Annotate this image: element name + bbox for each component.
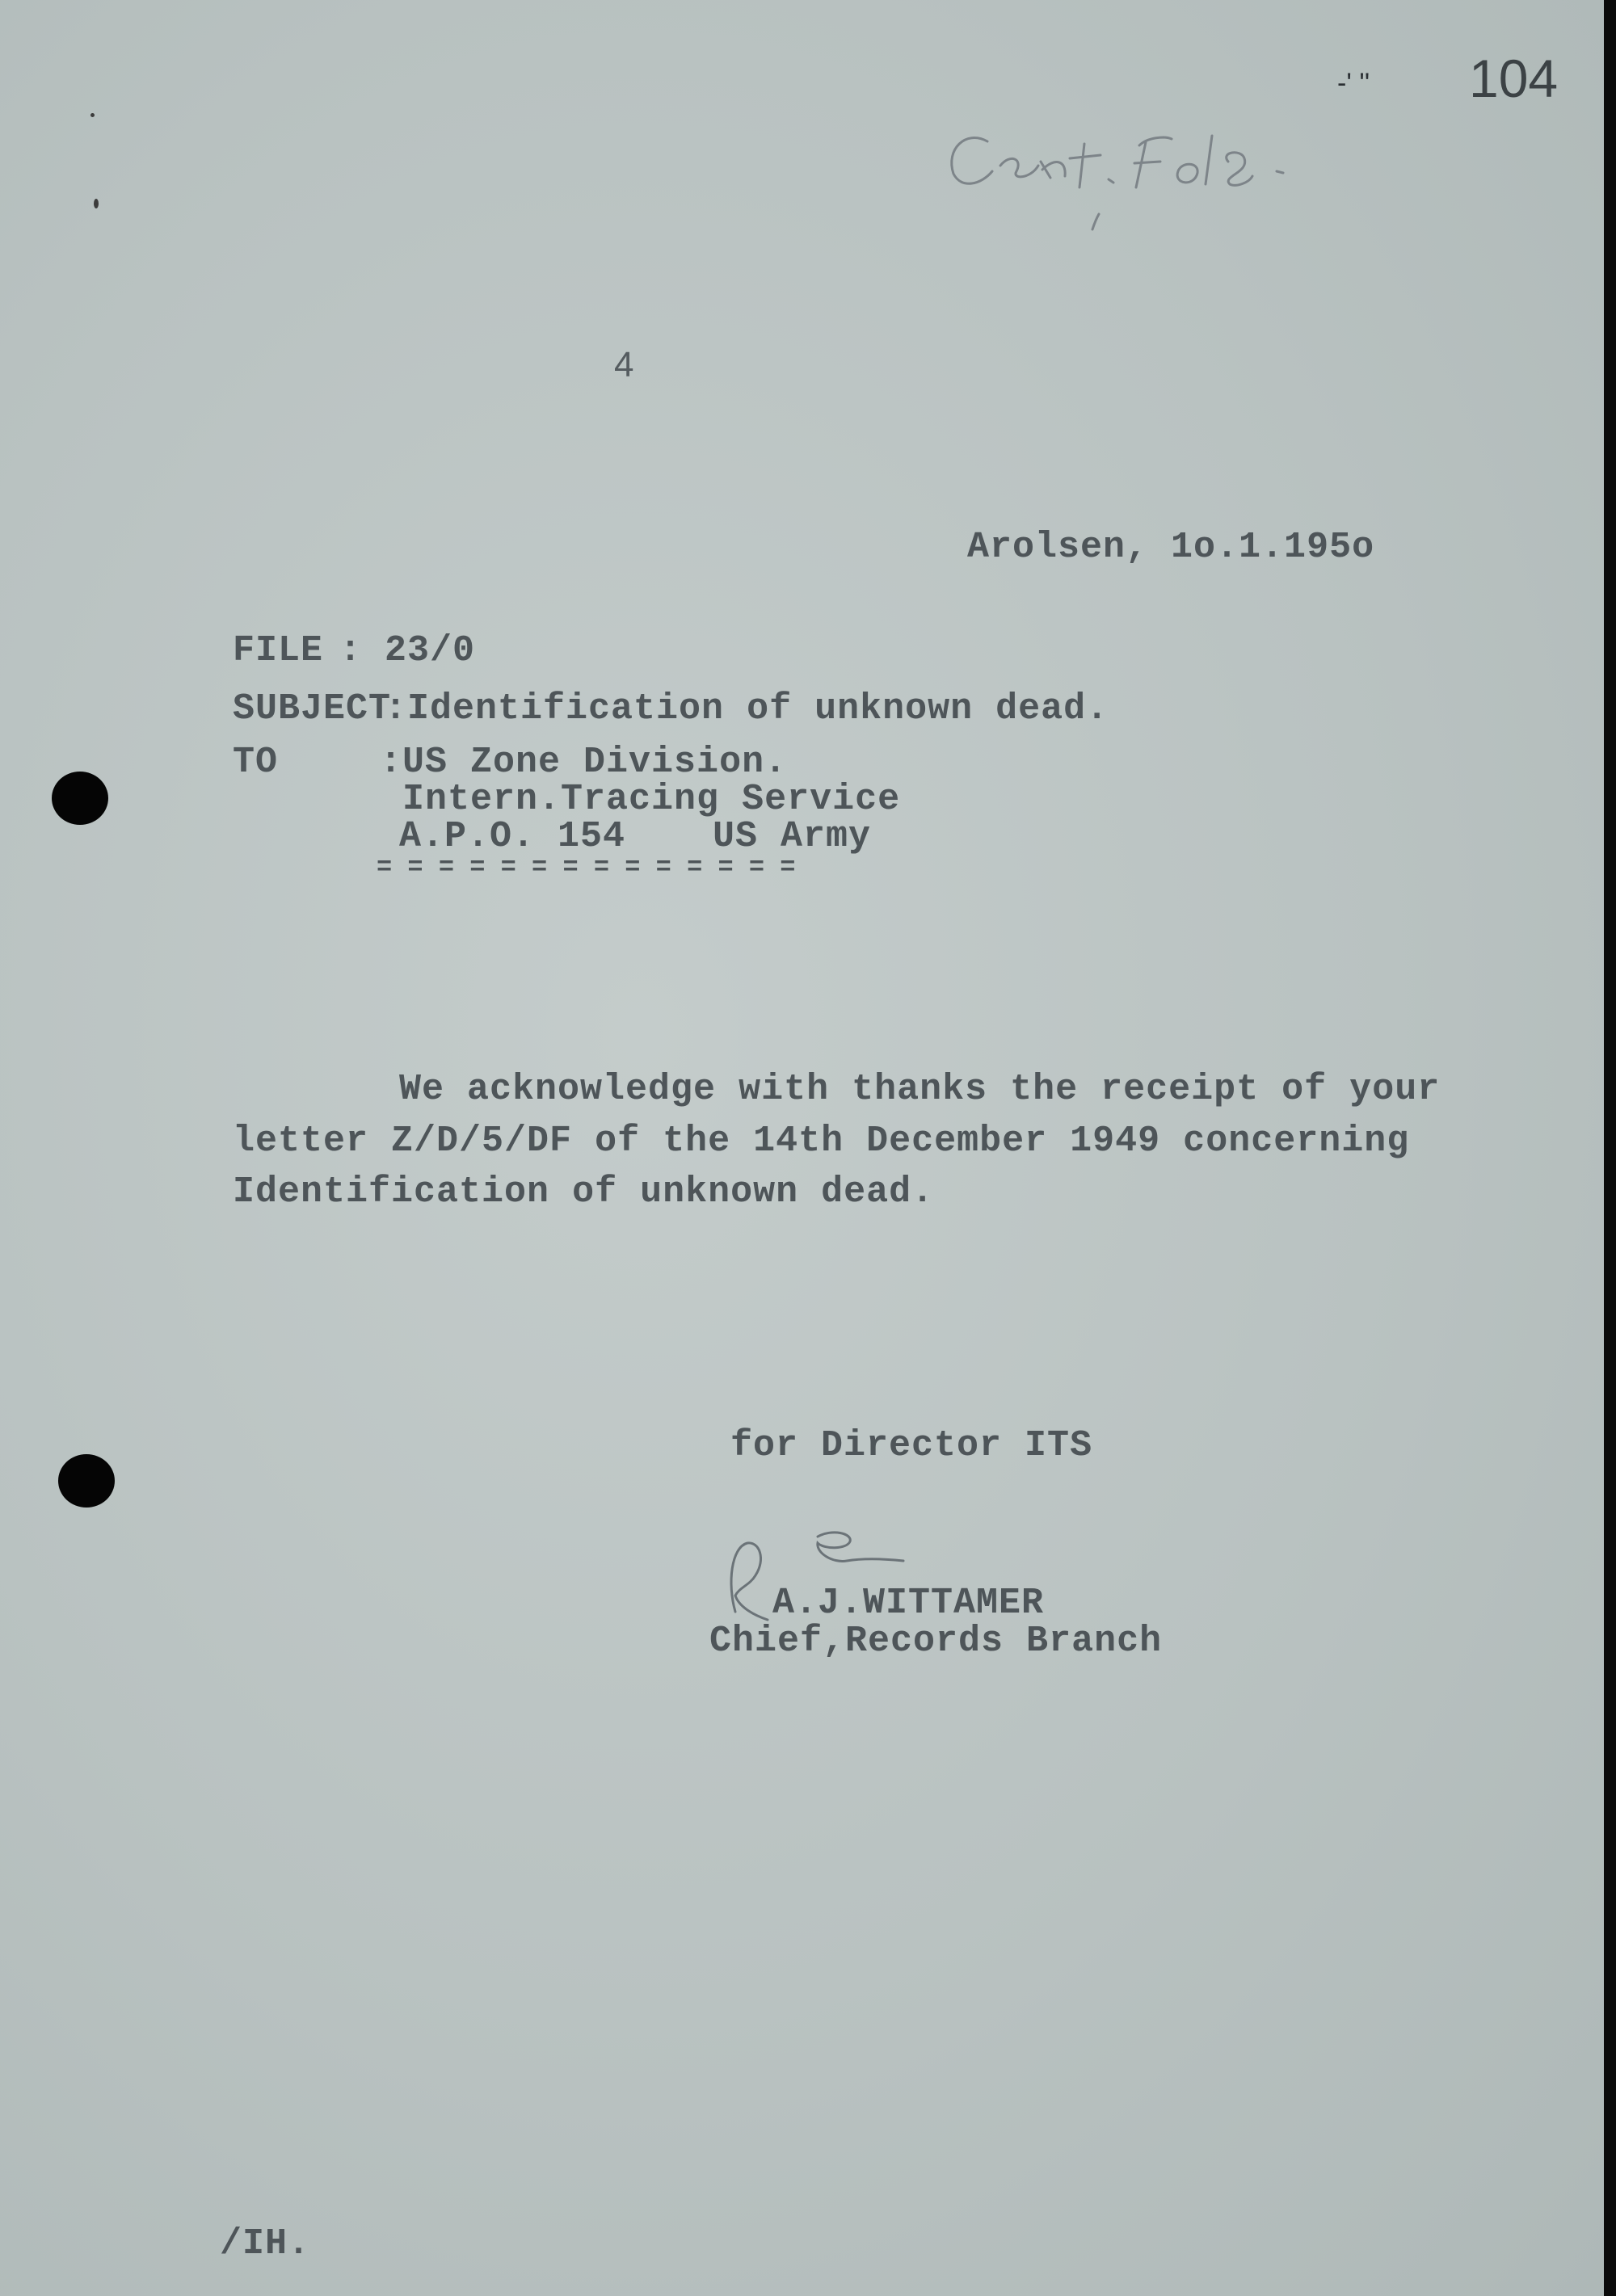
body-line-1: We acknowledge with thanks the receipt of your bbox=[399, 1069, 1441, 1110]
typist-reference: /IH. bbox=[220, 2223, 311, 2264]
to-line-3-right: US Army bbox=[713, 816, 872, 857]
file-value: : 23/0 bbox=[339, 630, 476, 671]
file-label: FILE bbox=[233, 630, 324, 671]
signature-for: for Director ITS bbox=[730, 1425, 1093, 1466]
subject-value: :Identification of unknown dead. bbox=[385, 688, 1109, 730]
sheet-number: 4 bbox=[614, 345, 634, 385]
to-label: TO bbox=[233, 742, 279, 783]
to-line-3-left: A.P.O. 154 bbox=[399, 816, 626, 857]
subject-label: SUBJECT bbox=[233, 688, 392, 730]
stamp-mark: -' '' bbox=[1337, 68, 1370, 99]
place-date: Arolsen, 1o.1.195o bbox=[967, 527, 1375, 568]
handwritten-note bbox=[952, 136, 1283, 229]
address-rule: = = = = = = = = = = = = = = bbox=[377, 852, 796, 882]
page-number: 104 bbox=[1469, 48, 1559, 108]
signatory-name: A.J.WITTAMER bbox=[772, 1583, 1045, 1624]
to-line-2: Intern.Tracing Service bbox=[402, 779, 901, 820]
signatory-title: Chief,Records Branch bbox=[709, 1621, 1163, 1662]
to-line-1: :US Zone Division. bbox=[380, 742, 788, 783]
body-line-2: letter Z/D/5/DF of the 14th December 1949 concerning bbox=[233, 1121, 1410, 1162]
body-line-3: Identification of unknown dead. bbox=[233, 1171, 935, 1213]
